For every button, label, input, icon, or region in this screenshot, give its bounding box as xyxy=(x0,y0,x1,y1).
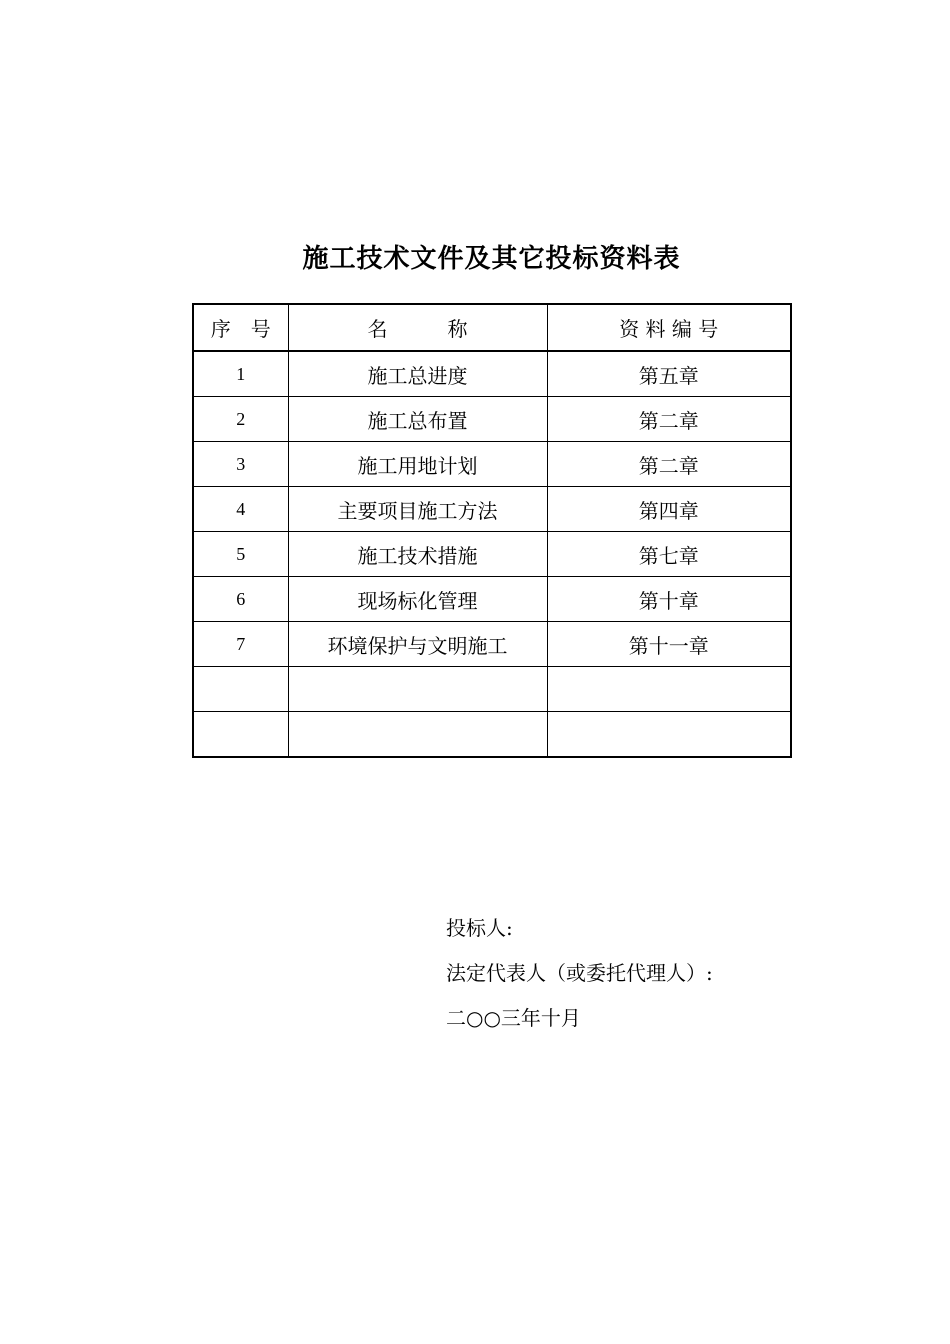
table-row-empty xyxy=(193,667,791,712)
header-serial-number: 序 号 xyxy=(193,304,288,351)
row-number xyxy=(193,712,288,758)
row-name: 现场标化管理 xyxy=(288,577,547,622)
row-name: 施工总进度 xyxy=(288,351,547,397)
materials-table xyxy=(192,303,792,758)
header-document-number: 资 料 编 号 xyxy=(547,304,791,351)
row-name: 施工用地计划 xyxy=(288,442,547,487)
legal-representative-label: 法定代表人（或委托代理人）: xyxy=(446,961,713,985)
row-reference: 第二章 xyxy=(547,397,791,442)
row-name: 施工技术措施 xyxy=(288,532,547,577)
row-reference: 第十章 xyxy=(547,577,791,622)
row-number: 4 xyxy=(193,487,288,532)
row-number: 2 xyxy=(193,397,288,442)
row-name: 环境保护与文明施工 xyxy=(288,622,547,667)
bidder-label: 投标人: xyxy=(446,916,513,940)
row-reference: 第七章 xyxy=(547,532,791,577)
table-row xyxy=(193,532,791,577)
row-reference: 第五章 xyxy=(547,351,791,397)
row-name xyxy=(288,667,547,712)
table-row xyxy=(193,442,791,487)
row-name xyxy=(288,712,547,758)
row-number: 1 xyxy=(193,351,288,397)
row-number xyxy=(193,667,288,712)
row-reference: 第十一章 xyxy=(547,622,791,667)
table-header-row xyxy=(193,304,791,351)
row-reference: 第二章 xyxy=(547,442,791,487)
signature-block xyxy=(446,916,713,1051)
row-name: 主要项目施工方法 xyxy=(288,487,547,532)
row-name: 施工总布置 xyxy=(288,397,547,442)
table-row xyxy=(193,351,791,397)
row-number: 3 xyxy=(193,442,288,487)
row-reference xyxy=(547,667,791,712)
row-number: 7 xyxy=(193,622,288,667)
table-row xyxy=(193,622,791,667)
header-name: 名 称 xyxy=(288,304,547,351)
table-row xyxy=(193,577,791,622)
table-row xyxy=(193,397,791,442)
table-row xyxy=(193,487,791,532)
document-date: 二○○三年十月 xyxy=(446,1006,581,1030)
row-reference xyxy=(547,712,791,758)
row-reference: 第四章 xyxy=(547,487,791,532)
row-number: 6 xyxy=(193,577,288,622)
table-row-empty xyxy=(193,712,791,758)
page-title: 施工技术文件及其它投标资料表 xyxy=(302,244,681,274)
row-number: 5 xyxy=(193,532,288,577)
